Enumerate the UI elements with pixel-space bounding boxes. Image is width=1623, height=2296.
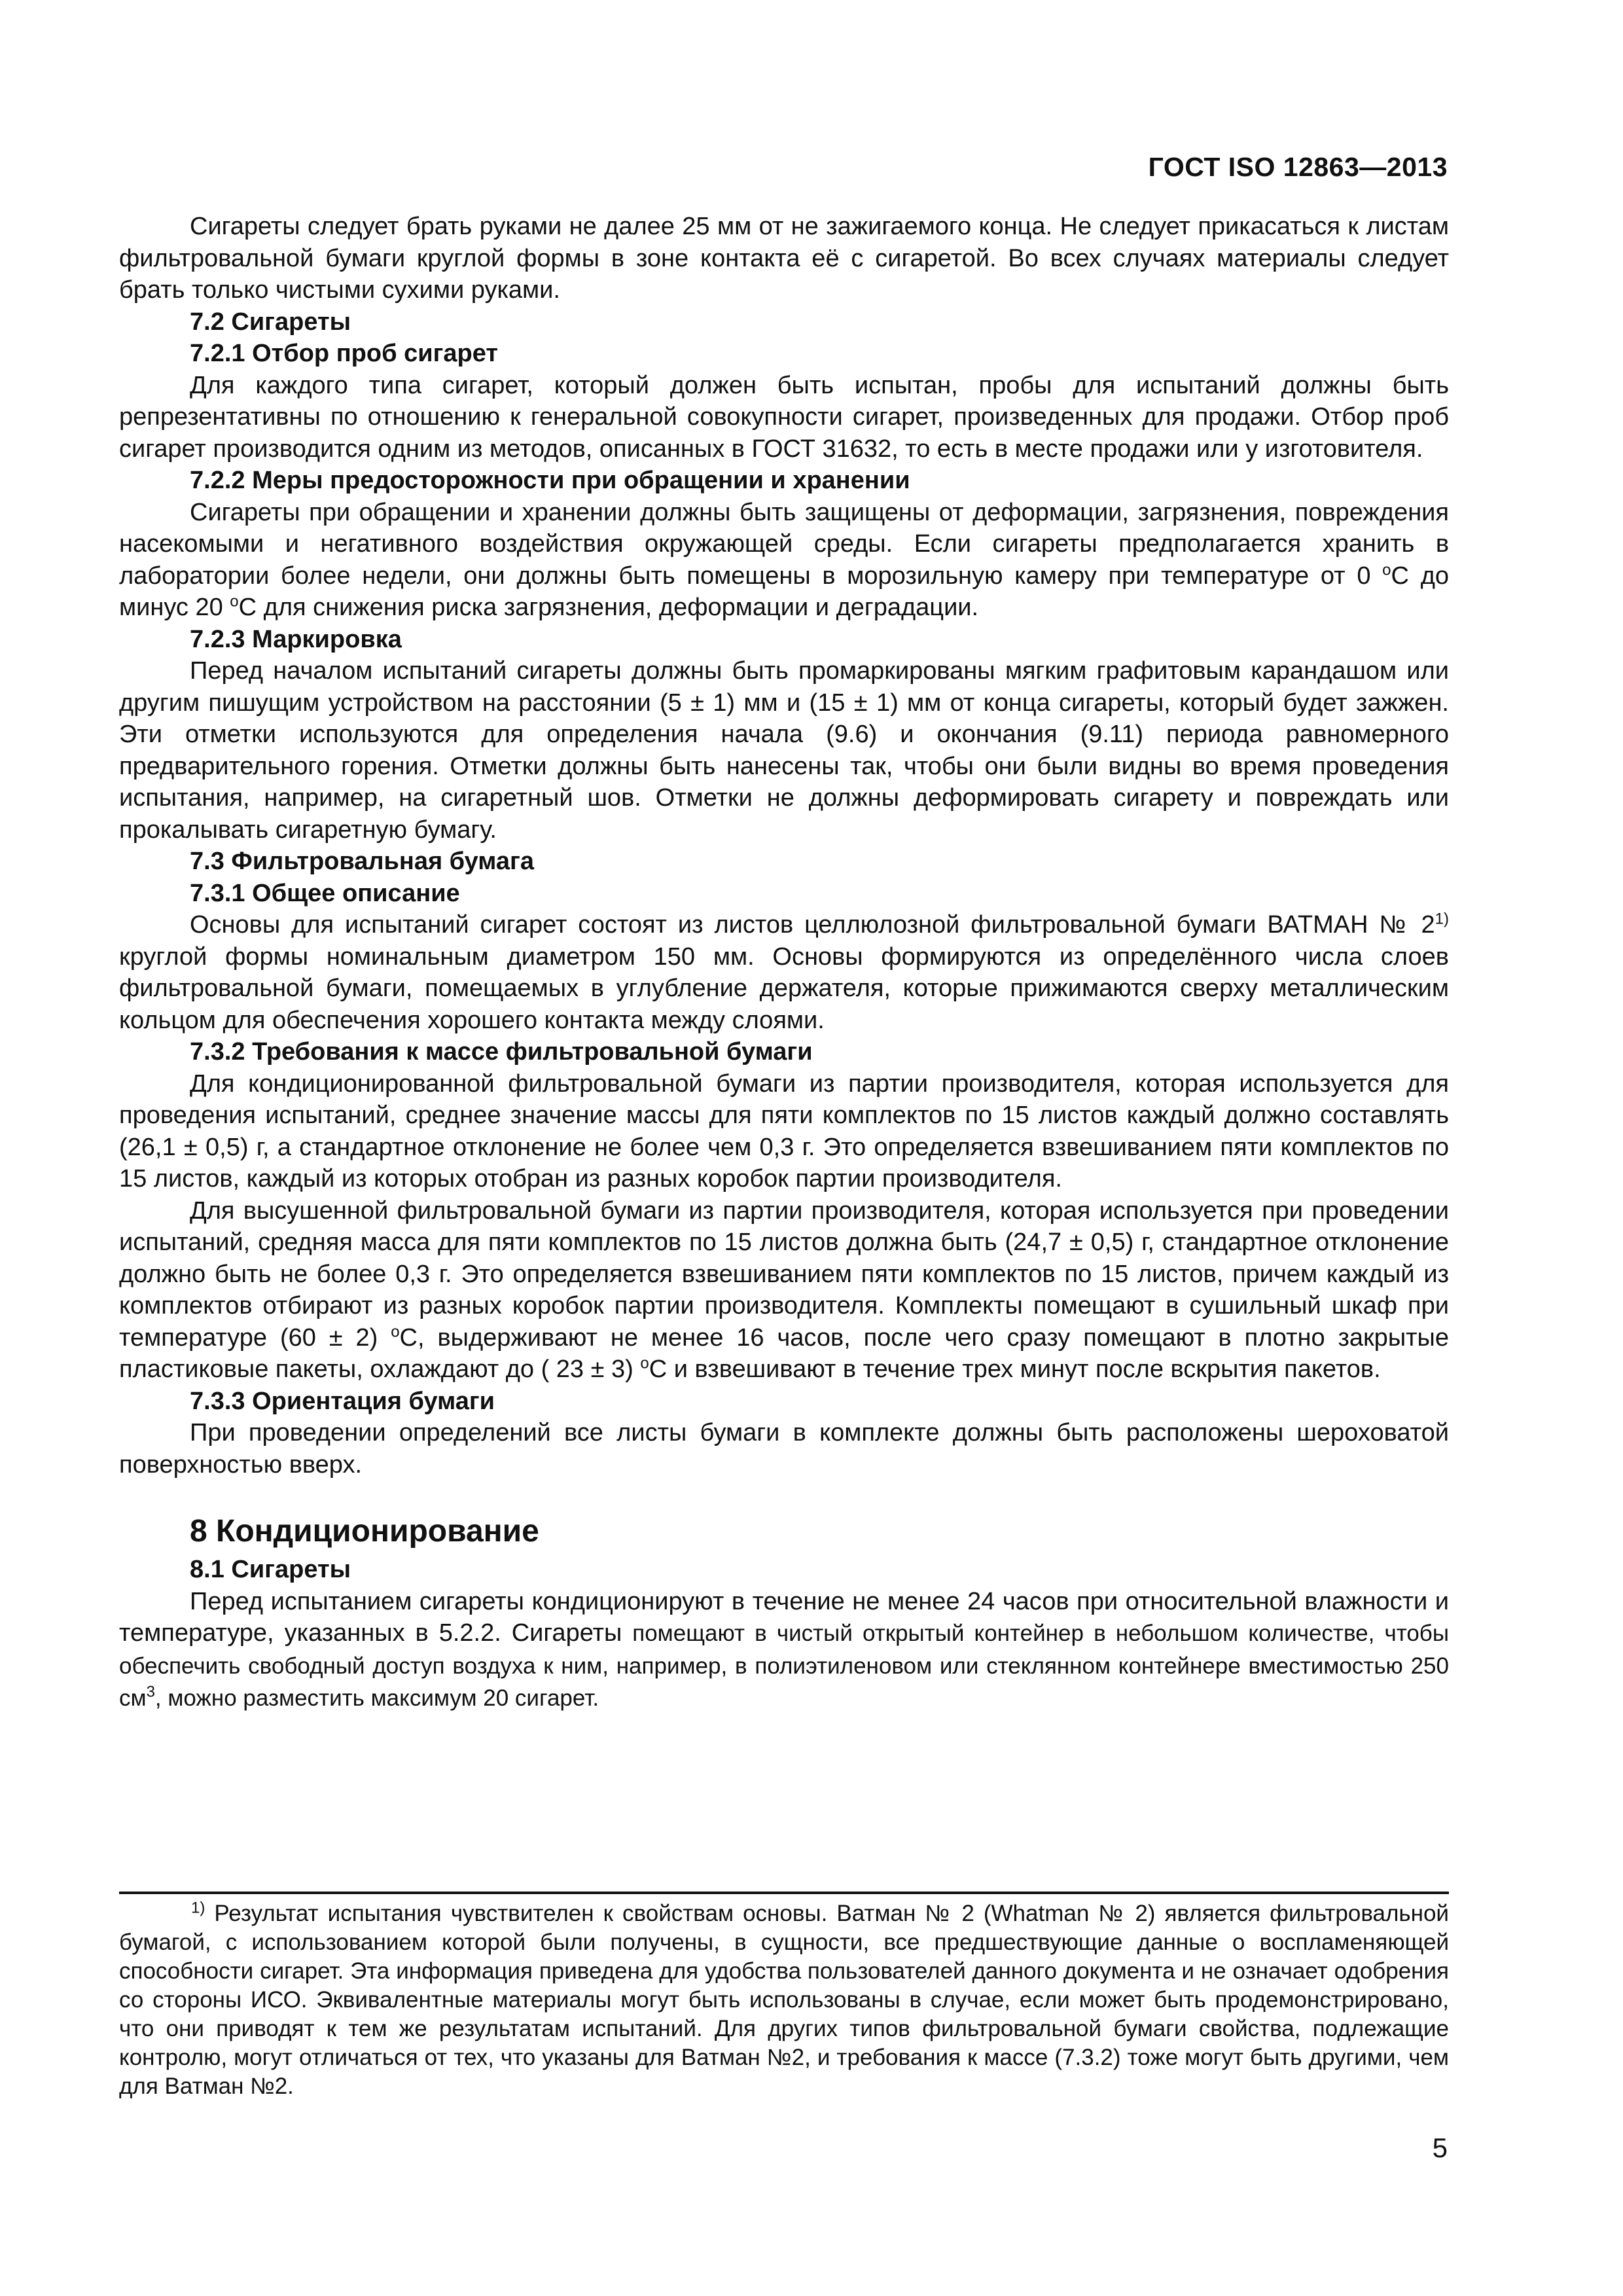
footnote-divider <box>119 1892 1449 1894</box>
text-run: Перед испытанием сигареты кондиционируют в течение не менее 24 часов при относительной влажности и температуре, указанных в 5.2.2. Сигареты <box>119 1587 1449 1647</box>
footnote-text <box>119 1899 1449 2101</box>
degree-superscript: o <box>230 592 239 611</box>
paragraph-8-1 <box>119 1586 1449 1715</box>
main-text <box>119 211 1449 1715</box>
paragraph-7-3-2-b <box>119 1195 1449 1386</box>
degree-superscript: o <box>640 1354 649 1372</box>
heading-7-2: 7.2 Сигареты <box>190 308 351 336</box>
paragraph-7-2-2 <box>119 497 1449 624</box>
standard-header: ГОСТ ISO 12863—2013 <box>1148 152 1448 182</box>
footnote-area <box>119 1892 1449 2101</box>
heading-7-3-2: 7.3.2 Требования к массе фильтровальной бумаги <box>190 1038 813 1066</box>
heading-7-3: 7.3 Фильтровальная бумага <box>190 848 534 875</box>
heading-7-3-1: 7.3.1 Общее описание <box>190 879 460 907</box>
text-run: Результат испытания чувствителен к свойствам основы. Ватман № 2 (Whatman № 2) является фильтровальной бумагой, с использованием которой были получены, в сущности, все предшествующие данные о воспламеняющей способности сигарет. Эта информация приведена для удобства пользователей данного документа и не означает одобрения со стороны ИСО. Эквивалентные материалы могут быть использованы в случае, если может быть продемонстрировано, что они приводят к тем же результатам испытаний. Для других типов фильтровальной бумаги свойства, подлежащие контролю, могут отличаться от тех, что указаны для Ватман №2, и требования к массе (7.3.2) тоже могут быть другими, чем для Ватман №2. <box>119 1901 1449 2099</box>
paragraph-7-2-3: Перед началом испытаний сигареты должны быть промаркированы мягким графитовым карандашом или другим пишущим устройством на расстоянии (5 ± 1) мм и (15 ± 1) мм от конца сигареты, который будет зажжен. Эти отметки используются для определения начала (9.6) и окончания (9.11) периода равномерного предварительного горения. Отметки должны быть нанесены так, чтобы они были видны во время проведения испытания, например, на сигаретный шов. Отметки не должны деформировать сигарету и повреждать или прокалывать сигаретную бумагу. <box>119 657 1449 844</box>
heading-7-2-2: 7.2.2 Меры предосторожности при обращении и хранении <box>190 467 910 494</box>
heading-7-3-3: 7.3.3 Ориентация бумаги <box>190 1387 495 1415</box>
text-run: С до минус 20 <box>119 562 1449 621</box>
paragraph-7-2-1: Для каждого типа сигарет, который должен быть испытан, пробы для испытаний должны быть репрезентативны по отношению к генеральной совокупности сигарет, произведенных для продажи. Отбор проб сигарет производится одним из методов, описанных в ГОСТ 31632, то есть в месте продажи или у изготовителя. <box>119 371 1449 463</box>
heading-8: 8 Кондиционирование <box>190 1514 539 1549</box>
paragraph-7-3-3: При проведении определений все листы бумаги в комплекте должны быть расположены шероховатой поверхностью вверх. <box>119 1419 1449 1479</box>
text-run: Сигареты при обращении и хранении должны быть защищены от деформации, загрязнения, повреждения насекомыми и негативного воздействия окружающей среды. Если сигареты предполагается хранить в лаборатории более недели, они должны быть помещены в морозильную камеру при температуре от 0 <box>119 498 1449 590</box>
text-run: С и взвешивают в течение трех минут после вскрытия пакетов. <box>649 1355 1381 1383</box>
degree-superscript: o <box>1382 560 1391 579</box>
unit-superscript: 3 <box>146 1683 155 1701</box>
paragraph-7-3-1 <box>119 909 1449 1036</box>
text-run: Для высушенной фильтровальной бумаги из партии производителя, которая используется при проведении испытаний, средняя масса для пяти комплектов по 15 листов должна быть (24,7 ± 0,5) г, стандартное отклонение должно быть не более 0,3 г. Это определяется взвешиванием пяти комплектов по 15 листов, причем каждый из комплектов отбирают из разных коробок партии производителя. Комплекты помещают в сушильный шкаф при температуре (60 ± 2) <box>119 1196 1449 1352</box>
paragraph-intro: Сигареты следует брать руками не далее 25 мм от не зажигаемого конца. Не следует прикасаться к листам фильтровальной бумаги круглой формы в зоне контакта её с сигаретой. Во всех случаях материалы следует брать только чистыми сухими руками. <box>119 213 1449 304</box>
footnote-ref[interactable]: 1) <box>1435 910 1449 928</box>
heading-8-1: 8.1 Сигареты <box>190 1556 351 1583</box>
text-run: С для снижения риска загрязнения, деформации и деградации. <box>238 594 979 621</box>
degree-superscript: o <box>391 1322 400 1340</box>
text-run-small: помещают в чистый открытый контейнер в небольшом количестве, чтобы обеспечить свободный доступ воздуха к ним, например, в полиэтиленовом или стеклянном контейнере вместимостью 250 см <box>119 1621 1450 1711</box>
text-run: круглой формы номинальным диаметром 150 мм. Основы формируются из определённого числа слоев фильтровальной бумаги, помещаемых в углубление держателя, которые прижимаются сверху металлическим кольцом для обеспечения хорошего контакта между слоями. <box>119 942 1449 1034</box>
heading-7-2-3: 7.2.3 Маркировка <box>190 625 402 653</box>
page-number: 5 <box>1432 2132 1448 2163</box>
text-run: Основы для испытаний сигарет состоят из листов целлюлозной фильтровальной бумаги ВАТМАН № 2 <box>190 911 1435 939</box>
heading-7-2-1: 7.2.1 Отбор проб сигарет <box>190 340 499 367</box>
text-run: С, выдерживают не менее 16 часов, после чего сразу помещают в плотно закрытые пластиковые пакеты, охлаждают до ( 23 ± 3) <box>119 1323 1449 1383</box>
text-run-small: , можно разместить максимум 20 сигарет. <box>154 1685 599 1711</box>
paragraph-7-3-2-a: Для кондиционированной фильтровальной бумаги из партии производителя, которая используется для проведения испытаний, среднее значение массы для пяти комплектов по 15 листов каждый должно составлять (26,1 ± 0,5) г, а стандартное отклонение не более чем 0,3 г. Это определяется взвешиванием пяти комплектов по 15 листов, каждый из которых отобран из разных коробок партии производителя. <box>119 1069 1449 1193</box>
footnote-marker: 1) <box>191 1899 205 1917</box>
